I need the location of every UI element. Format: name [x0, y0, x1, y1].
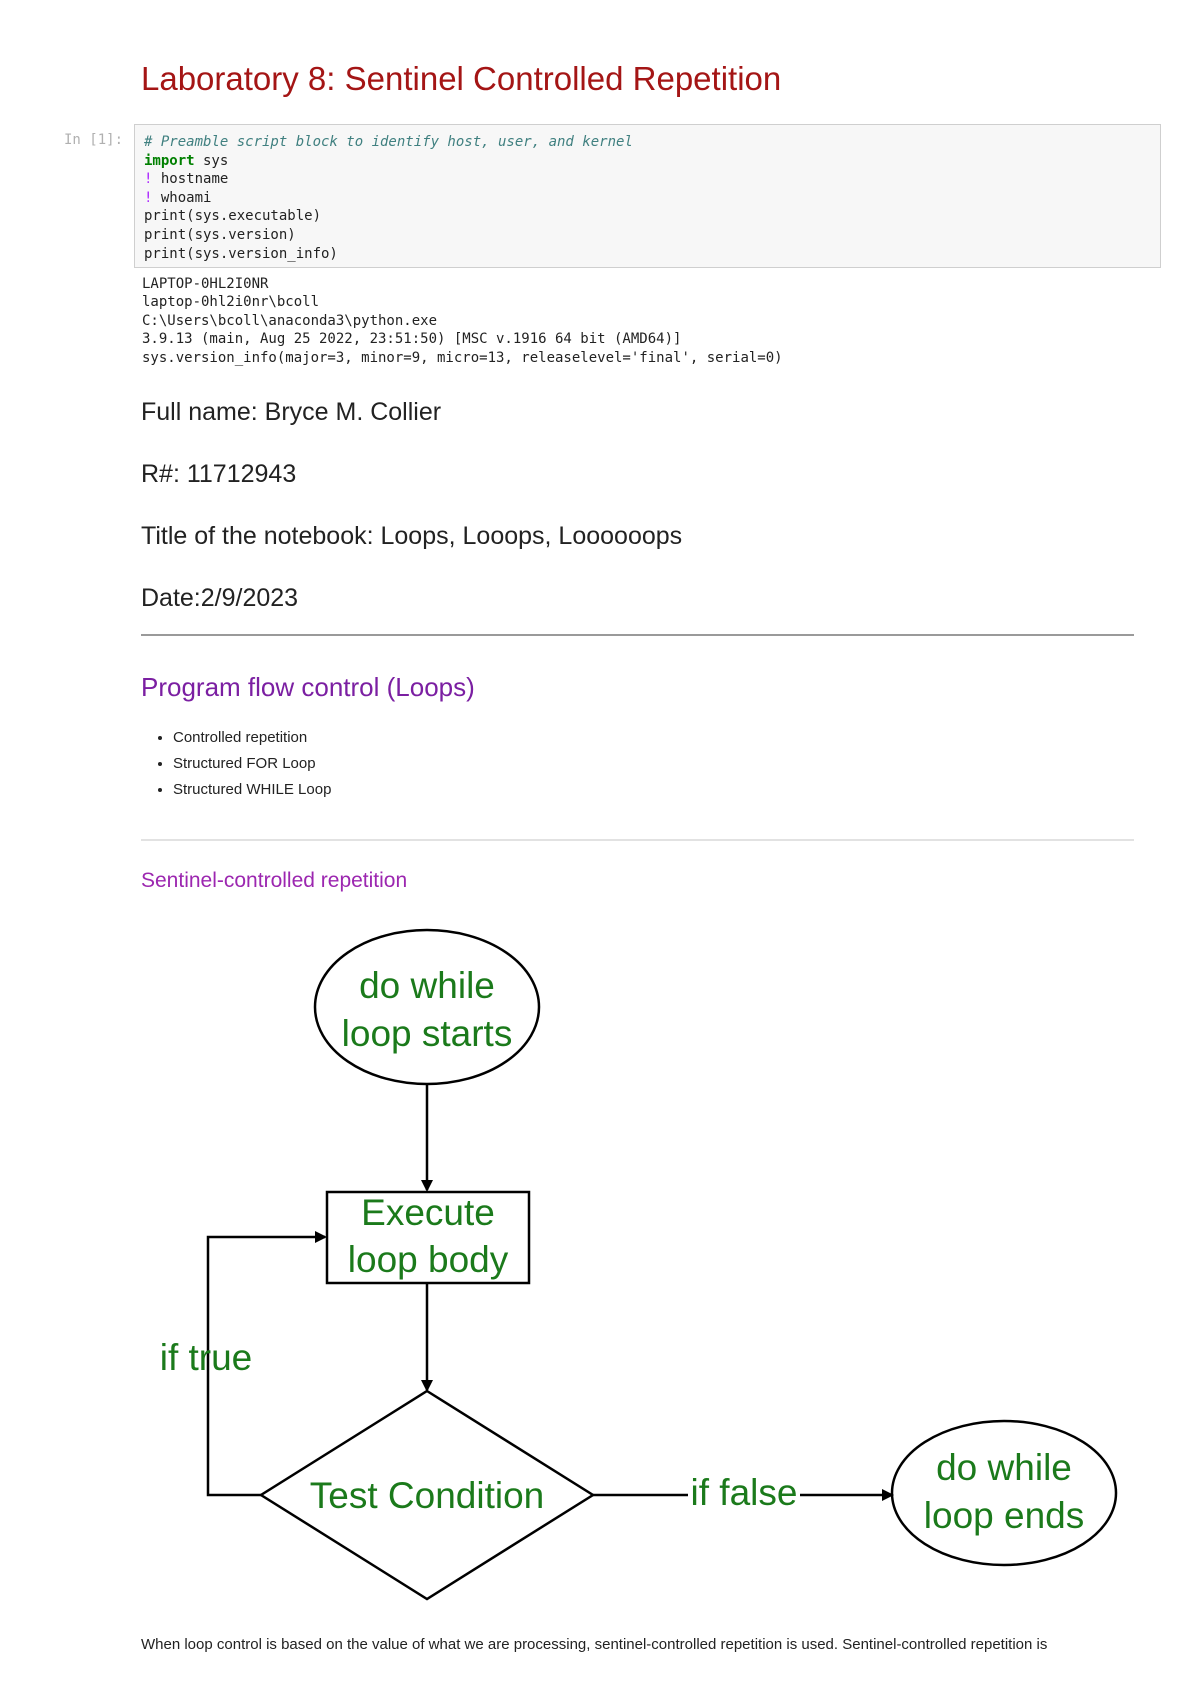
code-shell-bang: !: [144, 189, 153, 206]
bullet-list: [155, 725, 331, 803]
code-print-executable: print(sys.executable): [144, 208, 322, 225]
body-label-line2: loop body: [347, 1239, 509, 1280]
end-label-line1: do while: [936, 1447, 1072, 1488]
code-shell-hostname: hostname: [152, 171, 229, 188]
output-line: sys.version_info(major=3, minor=9, micro=13, releaselevel='final', serial=0): [142, 349, 783, 366]
date: Date:2/9/2023: [141, 584, 299, 612]
output-line: laptop-0hl2i0nr\bcoll: [142, 294, 320, 311]
divider: [141, 839, 1134, 841]
divider: [141, 634, 1134, 636]
code-print-version-info: print(sys.version_info): [144, 245, 338, 262]
end-node: [892, 1421, 1116, 1565]
condition-label: Test Condition: [309, 1475, 545, 1516]
cell-prompt: In [1]:: [64, 132, 124, 148]
code-shell-bang: !: [144, 171, 153, 188]
code-comment: # Preamble script block to identify host, user, and kernel: [144, 134, 633, 150]
output-line: C:\Users\bcoll\anaconda3\python.exe: [142, 312, 438, 329]
flowchart-diagram: [140, 915, 1140, 1615]
start-label-line2: loop starts: [341, 1013, 513, 1054]
code-print-version: print(sys.version): [144, 226, 296, 243]
code-shell-whoami: whoami: [152, 189, 212, 206]
r-number: R#: 11712943: [141, 460, 297, 488]
body-label-line1: Execute: [361, 1192, 495, 1233]
body-paragraph: When loop control is based on the value of what we are processing, sentinel-controlled repetition is used. Sentinel-controlled repetition is: [141, 1636, 1048, 1653]
list-item: • Structured WHILE Loop: [173, 777, 331, 803]
code-import-target: sys: [194, 152, 229, 169]
notebook-title: Title of the notebook: Loops, Looops, Loooooops: [141, 522, 683, 550]
cell-output: [142, 275, 783, 367]
start-node: [315, 930, 539, 1084]
list-item: • Structured FOR Loop: [173, 751, 331, 777]
start-label-line1: do while: [359, 965, 495, 1006]
section-heading: Program flow control (Loops): [141, 672, 475, 702]
end-label-line2: loop ends: [923, 1495, 1085, 1536]
page-title: Laboratory 8: Sentinel Controlled Repetition: [141, 60, 782, 97]
output-line: 3.9.13 (main, Aug 25 2022, 23:51:50) [MSC v.1916 64 bit (AMD64)]: [142, 331, 682, 348]
code-keyword-import: import: [144, 152, 195, 169]
if-false-label: if false: [690, 1472, 798, 1513]
output-line: LAPTOP-0HL2I0NR: [142, 276, 269, 292]
list-item: • Controlled repetition: [173, 725, 331, 751]
if-true-label: if true: [159, 1337, 253, 1378]
code-cell[interactable]: [134, 124, 1161, 268]
full-name: Full name: Bryce M. Collier: [141, 398, 442, 426]
subsection-heading: Sentinel-controlled repetition: [141, 869, 408, 892]
